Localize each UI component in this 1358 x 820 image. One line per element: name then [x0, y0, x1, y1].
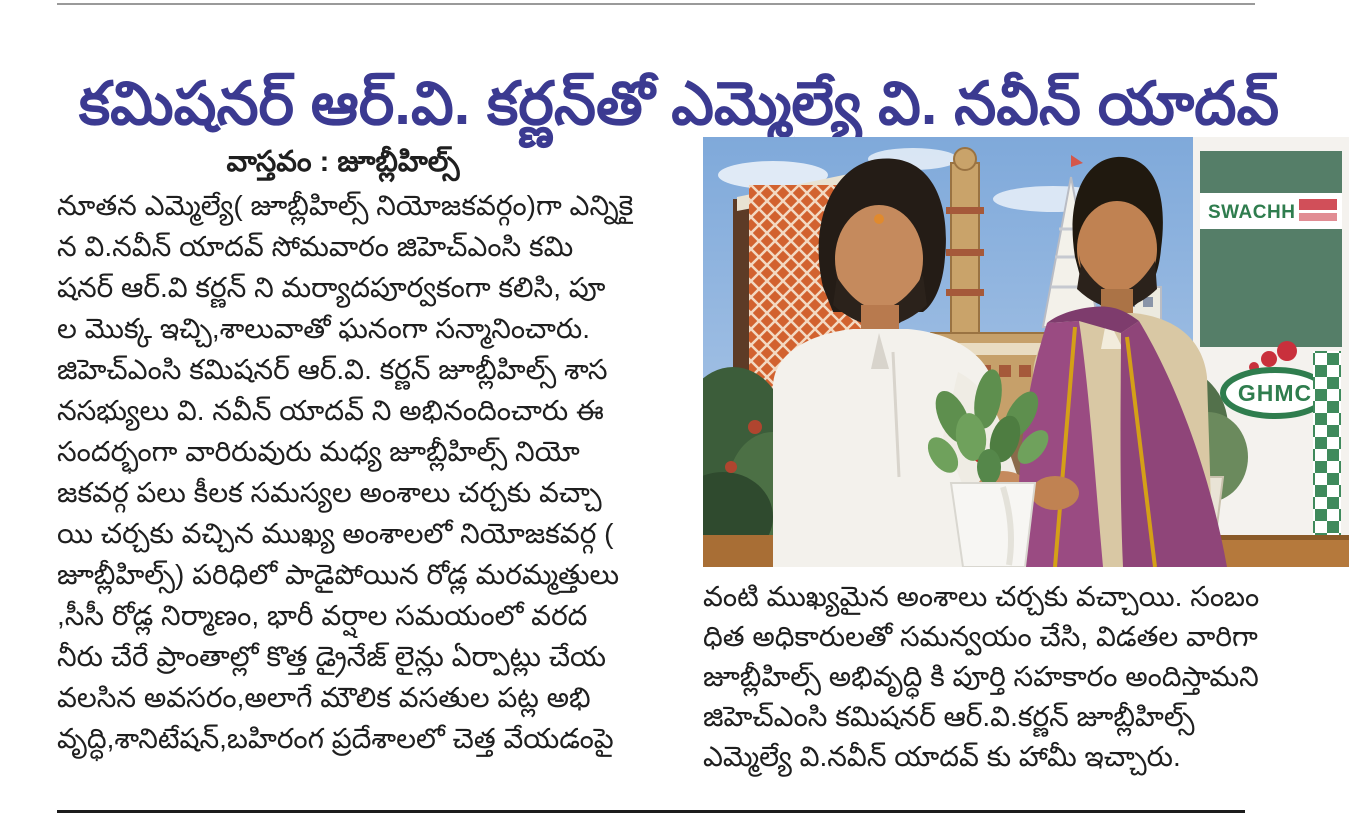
body-line: ,సీసీ రోడ్ల నిర్మాణం, భారీ వర్షాల సమయంలో వరద [57, 600, 588, 631]
body-line: ల మొక్క ఇచ్చి,శాలువాతో ఘనంగా సన్మానించారు. [57, 313, 591, 344]
body-line: సందర్భంగా వారిరువురు మధ్య జూబ్లీహిల్స్ నియో [57, 436, 580, 467]
caption-line: జిహెచ్ఎంసి కమిషనర్ ఆర్.వి.కర్ణన్ జూబ్లీహిల్స్ [703, 701, 1195, 732]
swachh-logo: SWACHH [1208, 202, 1296, 223]
news-photo [703, 137, 1349, 567]
ghmc-logo-text: GHMC [1237, 380, 1313, 406]
body-line: నూతన ఎమ్మెల్యే( జూబ్లీహిల్స్ నియోజకవర్గం)గా ఎన్నికై [57, 190, 634, 221]
article-left-column [57, 142, 689, 759]
body-line: వలసిన అవసరం,అలాగే మౌలిక వసతుల పట్ల అభి [57, 682, 591, 713]
top-rule [57, 3, 1255, 5]
headline: కమిషనర్ ఆర్.వి. కర్ణన్‌తో ఎమ్మెల్యే వి. నవీన్ యాదవ్ [78, 70, 1280, 138]
body-line: జిహెచ్ఎంసి కమిషనర్ ఆర్.వి. కర్ణన్ జూబ్లీహిల్స్ శాస [57, 354, 608, 385]
article-right-column [703, 137, 1349, 777]
photo-caption [703, 577, 1349, 777]
body-line: జకవర్గ పలు కీలక సమస్యల అంశాలు చర్చకు వచ్చా [57, 477, 602, 508]
body-line: వృద్ధి,శానిటేషన్,బహిరంగ ప్రదేశాలలో చెత్త వేయడంపై [57, 723, 614, 754]
body-line: నసభ్యులు వి. నవీన్ యాదవ్ ని అభినందించారు ఈ [57, 395, 604, 426]
body-line: షనర్ ఆర్.వి కర్ణన్ ని మర్యాదపూర్వకంగా కలిసి, పూ [57, 272, 606, 303]
bottom-rule [57, 810, 1245, 813]
body-line: యి చర్చకు వచ్చిన ముఖ్య అంశాలలో నియోజకవర్గ ( [57, 518, 614, 549]
caption-line: వంటి ముఖ్యమైన అంశాలు చర్చకు వచ్చాయి. సంబం [703, 581, 1260, 612]
dateline: వాస్తవం : జూబ్లీహిల్స్ [226, 146, 460, 178]
caption-line: ధిత అధికారులతో సమన్వయం చేసి, విడతల వారిగా [703, 621, 1258, 652]
caption-line: జూబ్లీహిల్స్ అభివృద్ధి కి పూర్తి సహకారం అందిస్తామని [703, 661, 1259, 692]
body-line: జూబ్లీహిల్స్) పరిధిలో పాడైపోయిన రోడ్ల మరమ్మత్తులు [57, 559, 620, 590]
body-line: నీరు చేరే ప్రాంతాల్లో కొత్త డ్రైనేజ్ లైన్లు ఏర్పాట్లు చేయ [57, 641, 607, 672]
caption-line: ఎమ్మెల్యే వి.నవీన్ యాదవ్ కు హామీ ఇచ్చారు. [703, 741, 1181, 772]
news-photo-illustration [703, 137, 1349, 567]
body-line: న వి.నవీన్ యాదవ్ సోమవారం జిహెచ్ఎంసి కమి [57, 231, 574, 262]
